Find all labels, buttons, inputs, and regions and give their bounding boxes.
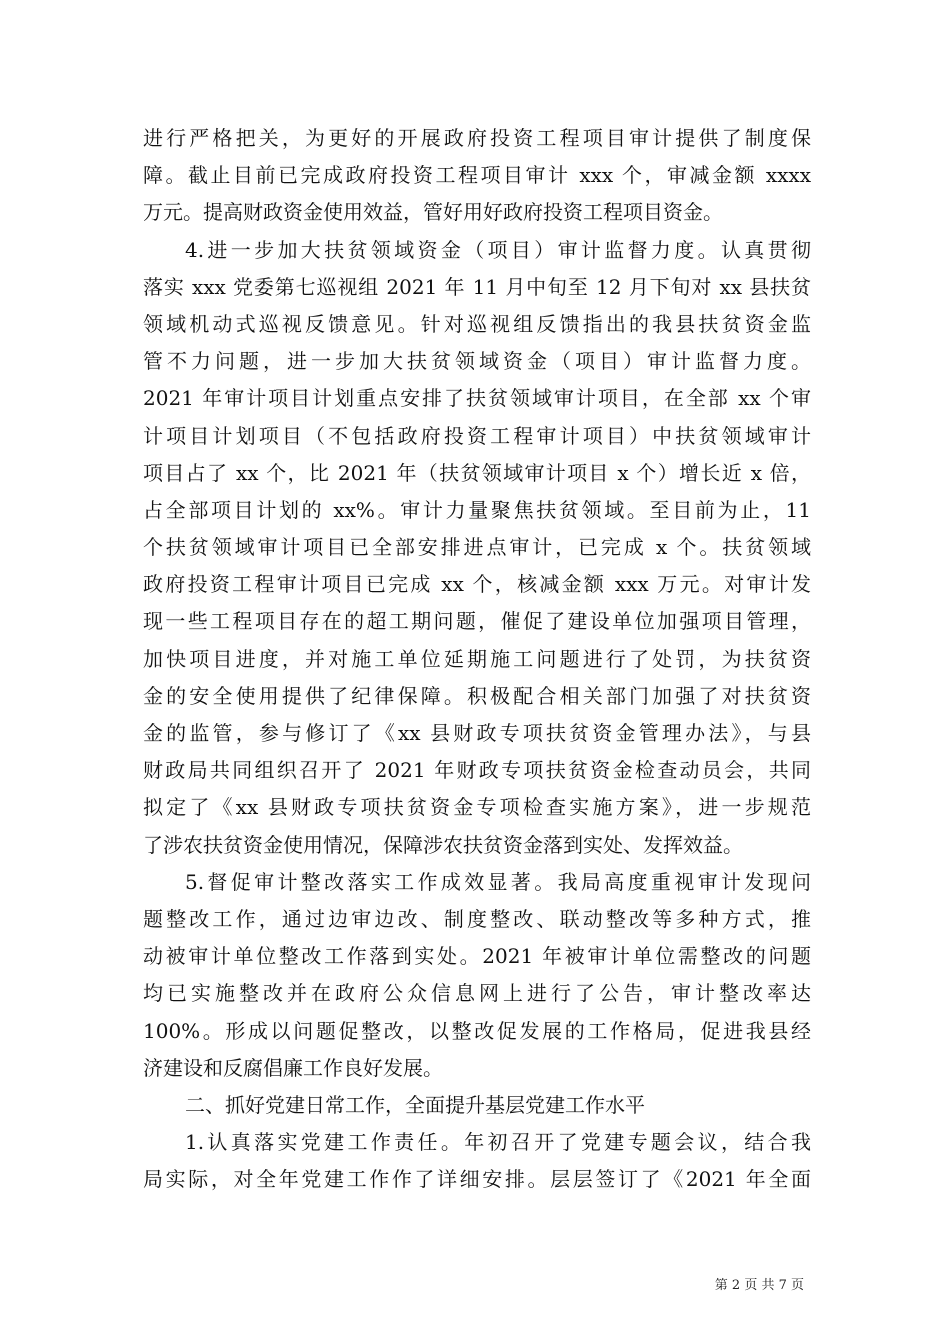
text-line: 二、抓好党建日常工作，全面提升基层党建工作水平 xyxy=(185,1092,645,1117)
text-line: 金的监管，参与修订了《xx 县财政专项扶贫资金管理办法》，与县 xyxy=(143,721,811,745)
text-line: 万元。提高财政资金使用效益，管好用好政府投资工程项目资金。 xyxy=(143,200,723,225)
text-line: 障。截止目前已完成政府投资工程项目审计 xxx 个，审减金额 xxxx xyxy=(143,163,811,188)
text-line: 政府投资工程审计项目已完成 xx 个，核减金额 xxx 万元。对审计发 xyxy=(143,572,811,597)
text-line: 个扶贫领域审计项目已全部安排进点审计，已完成 x 个。扶贫领域 xyxy=(143,535,811,560)
page-number: 第 2 页 共 7 页 xyxy=(714,1278,804,1293)
text-line: 题整改工作，通过边审边改、制度整改、联动整改等多种方式，推 xyxy=(143,906,811,931)
text-line: 加快项目进度，并对施工单位延期施工问题进行了处罚，为扶贫资 xyxy=(143,646,811,671)
text-line: 4.进一步加大扶贫领域资金（项目）审计监督力度。认真贯彻 xyxy=(185,237,811,262)
text-line: 动被审计单位整改工作落到实处。2021 年被审计单位需整改的问题 xyxy=(143,944,811,969)
body-text xyxy=(143,120,811,1198)
text-line: 占全部项目计划的 xx%。审计力量聚焦扶贫领域。至目前为止，11 xyxy=(143,497,811,522)
text-line: 管不力问题，进一步加大扶贫领域资金（项目）审计监督力度。 xyxy=(143,349,811,374)
text-line: 2021 年审计项目计划重点安排了扶贫领域审计项目，在全部 xx 个审 xyxy=(143,386,811,411)
text-line: 金的安全使用提供了纪律保障。积极配合相关部门加强了对扶贫资 xyxy=(143,683,811,708)
text-line: 5.督促审计整改落实工作成效显著。我局高度重视审计发现问 xyxy=(185,869,811,894)
text-line: 计项目计划项目（不包括政府投资工程审计项目）中扶贫领域审计 xyxy=(143,423,811,448)
text-line: 项目占了 xx 个，比 2021 年（扶贫领域审计项目 x 个）增长近 x 倍， xyxy=(143,460,811,485)
text-line: 拟定了《xx 县财政专项扶贫资金专项检查实施方案》，进一步规范 xyxy=(143,795,811,820)
text-line: 财政局共同组织召开了 2021 年财政专项扶贫资金检查动员会，共同 xyxy=(143,758,811,783)
text-line: 落实 xxx 党委第七巡视组 2021 年 11 月中旬至 12 月下旬对 xx 县扶贫 xyxy=(143,274,811,299)
text-line: 局实际，对全年党建工作作了详细安排。层层签订了《2021 年全面 xyxy=(143,1167,811,1192)
text-line: 济建设和反腐倡廉工作良好发展。 xyxy=(143,1055,443,1080)
text-line: 进行严格把关，为更好的开展政府投资工程项目审计提供了制度保 xyxy=(143,126,811,150)
text-line: 现一些工程项目存在的超工期问题，催促了建设单位加强项目管理， xyxy=(143,609,811,634)
text-line: 领域机动式巡视反馈意见。针对巡视组反馈指出的我县扶贫资金监 xyxy=(143,311,811,336)
text-line: 100%。形成以问题促整改，以整改促发展的工作格局，促进我县经 xyxy=(143,1018,811,1043)
text-line: 均已实施整改并在政府公众信息网上进行了公告，审计整改率达 xyxy=(143,981,811,1006)
text-line: 了涉农扶贫资金使用情况，保障涉农扶贫资金落到实处、发挥效益。 xyxy=(143,832,743,857)
text-line: 1.认真落实党建工作责任。年初召开了党建专题会议，结合我 xyxy=(185,1130,811,1155)
